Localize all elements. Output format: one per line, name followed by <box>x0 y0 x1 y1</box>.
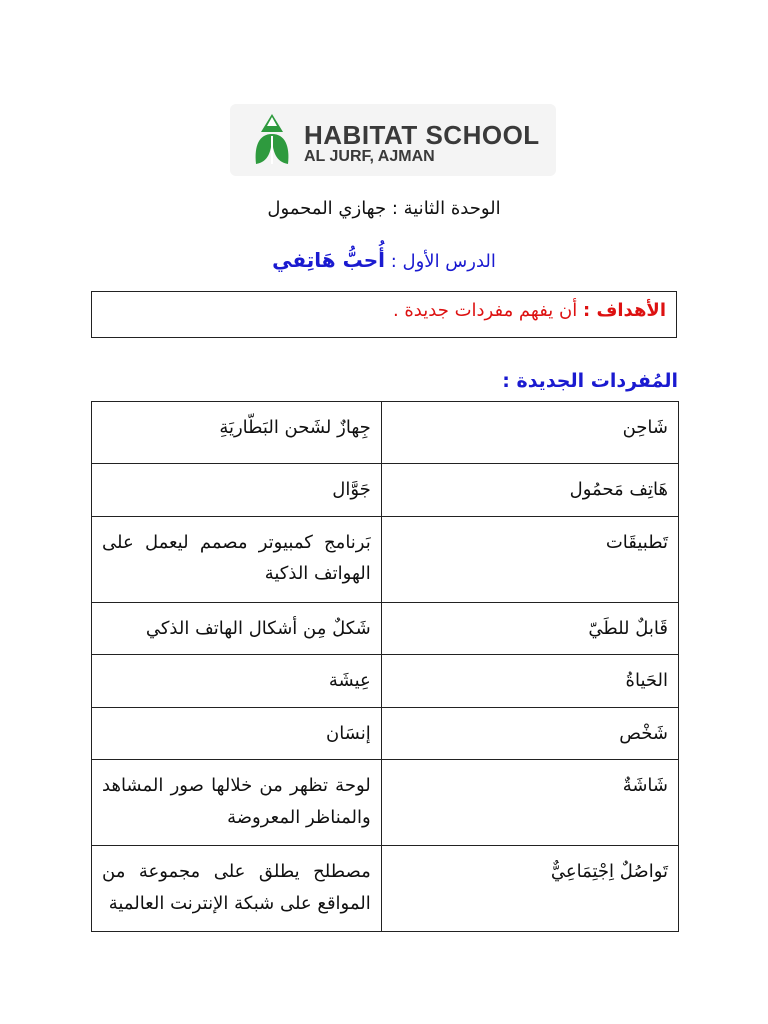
vocab-word: شَاشَةٌ <box>381 760 678 846</box>
school-logo <box>230 104 556 176</box>
lesson-name: أُحبُّ هَاتِفي <box>272 248 386 272</box>
vocab-word: تَواصُلٌ اِجْتِمَاعِيٌّ <box>381 846 678 932</box>
logo-school-name: HABITAT SCHOOL <box>304 120 540 150</box>
vocab-meaning: مصطلح يطلق على مجموعة من المواقع على شبكة الإنترنت العالمية <box>92 846 382 932</box>
vocab-word: هَاتِف مَحمُول <box>381 464 678 517</box>
vocab-row <box>92 402 679 464</box>
vocab-row <box>92 846 679 932</box>
objectives-text: أن يفهم مفردات جديدة . <box>392 300 578 321</box>
unit-title: الوحدة الثانية : جهازي المحمول <box>267 198 501 219</box>
vocab-meaning: جَوَّال <box>92 464 382 517</box>
vocab-row <box>92 464 679 517</box>
objectives-box <box>91 291 677 338</box>
vocab-word: تَطبيقَات <box>381 516 678 602</box>
leaf-pencil-icon <box>252 112 292 168</box>
vocab-meaning: إنسَان <box>92 707 382 760</box>
vocab-row <box>92 602 679 655</box>
vocab-word: شَاحِن <box>381 402 678 464</box>
vocab-table <box>91 401 679 932</box>
vocab-row <box>92 760 679 846</box>
vocab-word: شَخْص <box>381 707 678 760</box>
vocab-meaning: عِيشَة <box>92 655 382 708</box>
vocab-row <box>92 655 679 708</box>
objectives-label: الأهداف : <box>583 300 666 321</box>
lesson-title <box>0 248 768 272</box>
vocab-word: الحَياةُ <box>381 655 678 708</box>
lesson-prefix: الدرس الأول : <box>390 251 496 272</box>
vocab-meaning: جِهازٌ لشَحن البَطّاريَةِ <box>92 402 382 464</box>
vocab-meaning: شَكلٌ مِن أشكال الهاتف الذكي <box>92 602 382 655</box>
logo-school-location: AL JURF, AJMAN <box>304 148 435 165</box>
vocab-meaning: بَرنامج كمبيوتر مصمم ليعمل على الهواتف الذكية <box>92 516 382 602</box>
vocab-heading: المُفردات الجديدة : <box>502 370 678 392</box>
vocab-row <box>92 516 679 602</box>
vocab-word: قَابلٌ للطَيّ <box>381 602 678 655</box>
vocab-row <box>92 707 679 760</box>
vocab-meaning: لوحة تظهر من خلالها صور المشاهد والمناظر المعروضة <box>92 760 382 846</box>
